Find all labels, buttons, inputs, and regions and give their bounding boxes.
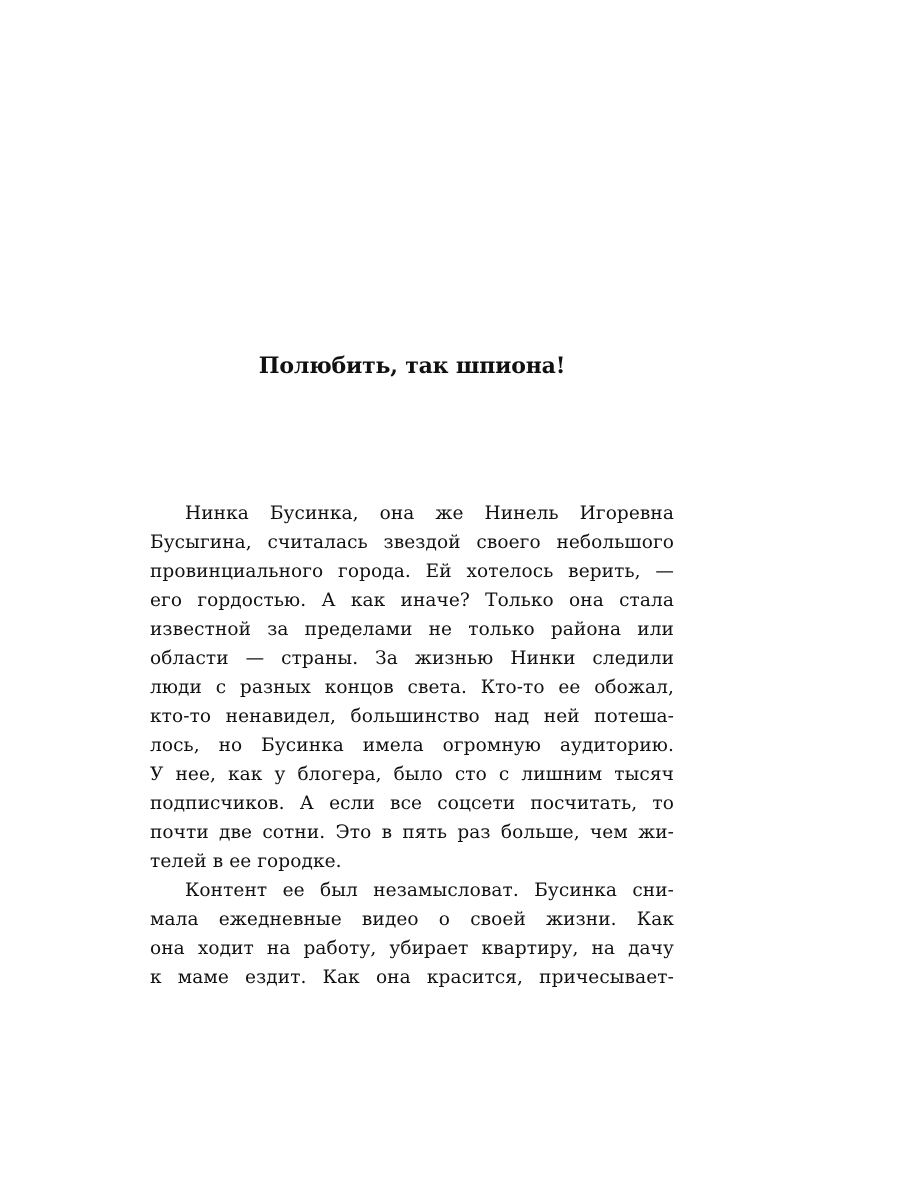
text-line: У нее, как у блогера, было сто с лишним тысяч: [150, 764, 674, 785]
text-line: известной за пределами не только района или: [150, 619, 674, 640]
text-line: провинциального города. Ей хотелось верить, —: [150, 561, 674, 582]
text-line: телей в ее городке.: [150, 851, 342, 872]
text-line: мала ежедневные видео о своей жизни. Как: [150, 909, 674, 930]
chapter-body: [150, 499, 674, 992]
text-line: его гордостью. А как иначе? Только она стала: [150, 590, 674, 611]
text-line: почти две сотни. Это в пять раз больше, чем жи-: [150, 822, 674, 843]
text-line: кто-то ненавидел, большинство над ней потеша-: [150, 706, 674, 727]
text-line: к маме ездит. Как она красится, причесывает-: [150, 967, 674, 988]
text-line: лось, но Бусинка имела огромную аудиторию.: [150, 735, 674, 756]
text-line: области — страны. За жизнью Нинки следили: [150, 648, 674, 669]
text-line: она ходит на работу, убирает квартиру, на дачу: [150, 938, 674, 959]
text-line: Бусыгина, считалась звездой своего небольшого: [150, 532, 674, 553]
text-line: Нинка Бусинка, она же Нинель Игоревна: [185, 503, 674, 524]
text-line: люди с разных концов света. Кто-то ее обожал,: [150, 677, 674, 698]
chapter-title: Полюбить, так шпиона!: [258, 353, 566, 379]
text-line: Контент ее был незамысловат. Бусинка сни-: [185, 880, 674, 901]
text-line: подписчиков. А если все соцсети посчитать, то: [150, 793, 674, 814]
